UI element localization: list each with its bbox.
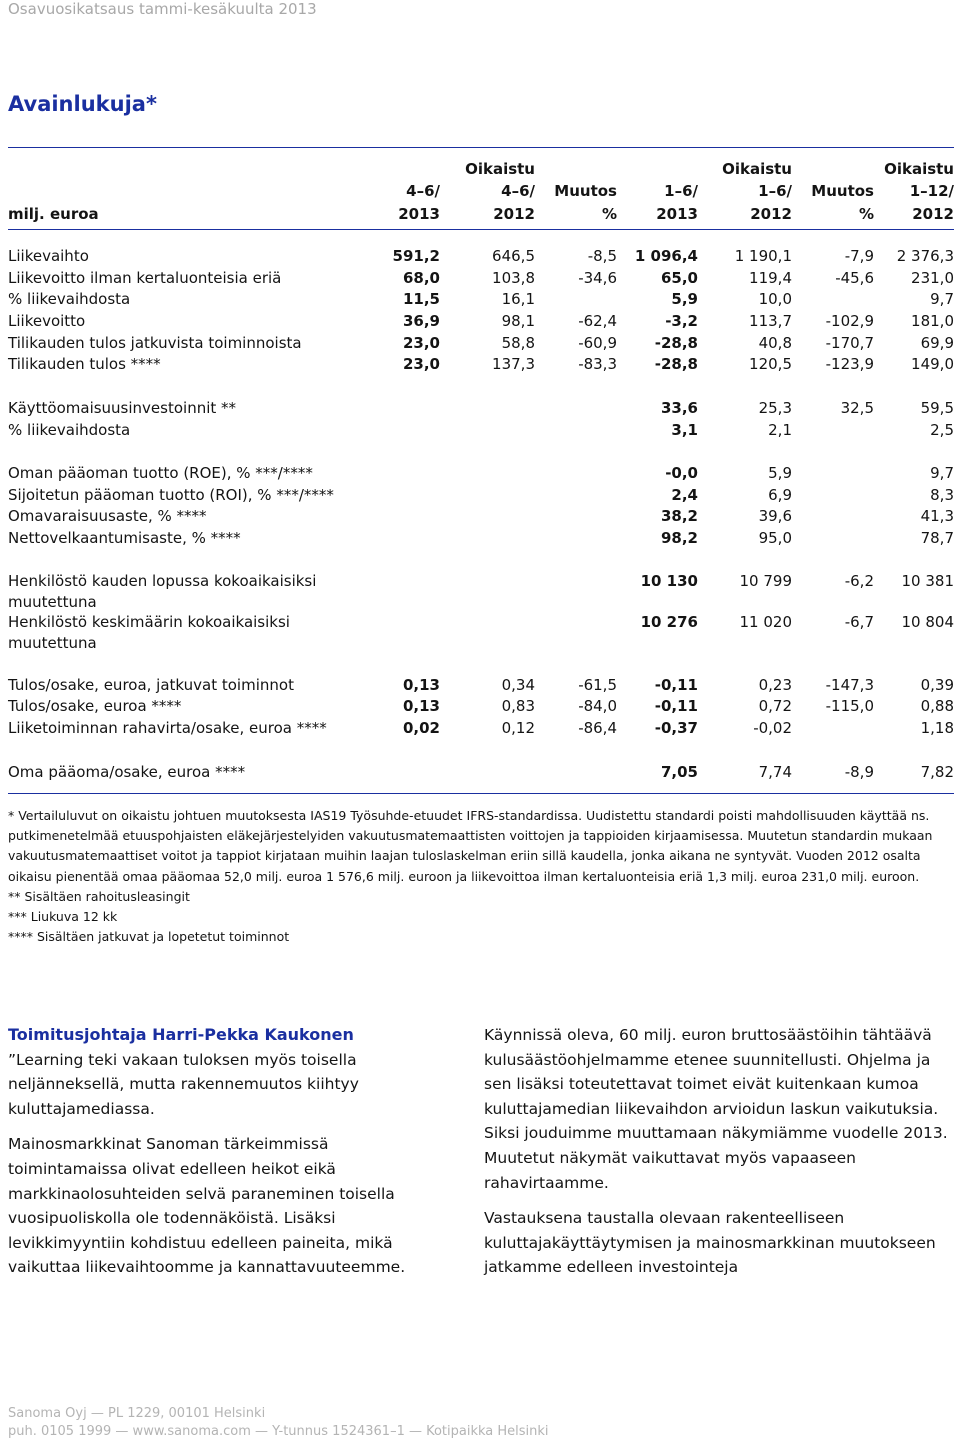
table-cell: 0,34 [501,676,535,694]
row-label: Omavaraisuusaste, % **** [8,507,207,525]
table-cell: -61,5 [578,676,617,694]
table-row [0,762,960,783]
table-cell: 5,9 [768,464,792,482]
row-label: Henkilöstö keskimäärin kokoaikaisiksi muutettuna [8,613,290,652]
table-cell: 7,74 [758,763,792,781]
table-cell: 0,23 [758,676,792,694]
row-label: Liiketoiminnan rahavirta/osake, euroa **** [8,719,327,737]
table-cell: 95,0 [758,529,792,547]
column-header-2-line-3: 2012 [493,205,535,223]
table-cell: 3,1 [671,421,698,439]
table-cell: 2,1 [768,421,792,439]
table-cell: 591,2 [392,247,440,265]
table-cell: 0,13 [402,697,440,715]
row-label: Käyttöomaisuusinvestoinnit ** [8,399,237,417]
table-cell: -3,2 [665,312,698,330]
table-cell: -147,3 [825,676,874,694]
table-cell: -0,02 [753,719,792,737]
footnote: **** Sisältäen jatkuvat ja lopetetut toiminnot [8,929,290,945]
row-label: Sijoitetun pääoman tuotto (ROI), % ***/**** [8,486,334,504]
column-header-4-line-2: 1–6/ [664,182,698,200]
table-cell: 120,5 [749,355,792,373]
table-row [0,528,960,549]
row-label: % liikevaihdosta [8,290,131,308]
row-label: % liikevaihdosta [8,421,131,439]
table-cell: -8,9 [844,763,874,781]
table-cell: 646,5 [492,247,535,265]
table-cell: -34,6 [578,269,617,287]
column-header-1-line-3: 2013 [398,205,440,223]
table-cell: -28,8 [654,334,698,352]
table-cell: 16,1 [501,290,535,308]
table-row [0,354,960,375]
table-cell: 7,82 [920,763,954,781]
column-header-6-line-3: % [858,205,874,223]
row-label: Tulos/osake, euroa **** [8,697,182,715]
table-cell: -123,9 [825,355,874,373]
table-cell: -84,0 [578,697,617,715]
ceo-paragraph-right-1: Käynnissä oleva, 60 milj. euron bruttosäästöihin tähtäävä kulusäästöohjelmamme etenee suunnitellusti. Ohjelma ja sen lisäksi toteutettavat toimet eivät kuitenkaan kumoa kuluttajamedian liikevaihdon arvioidun laskun vaikutuksia. Siksi jouduimme muuttamaan näkymiämme vuodelle 2013. Muutetut näkymät vaikuttavat myös vapaaseen rahavirtaamme. [484,1026,948,1192]
table-cell: 10 804 [901,613,954,631]
ceo-quote: ”Learning teki vakaan tuloksen myös toisella neljänneksellä, mutta rakennemuutos kiihtyy kuluttajamediassa. [8,1050,359,1118]
table-cell: -45,6 [835,269,874,287]
table-row [0,571,960,611]
table-row [0,268,960,289]
table-row [0,612,960,652]
table-cell: 25,3 [758,399,792,417]
ceo-left-column [8,1023,438,1291]
table-cell: 0,02 [402,719,440,737]
table-cell: -0,0 [665,464,698,482]
table-cell: -102,9 [825,312,874,330]
table-row [0,246,960,267]
table-cell: 2,4 [671,486,698,504]
table-top-rule [8,147,954,148]
table-row [0,463,960,484]
table-cell: -6,7 [844,613,874,631]
table-cell: 0,83 [501,697,535,715]
row-label: Henkilöstö kauden lopussa kokoaikaisiksi muutettuna [8,572,317,611]
row-label: Oman pääoman tuotto (ROE), % ***/**** [8,464,313,482]
column-header-3-line-2: Muutos [554,182,617,200]
table-cell: 68,0 [402,269,440,287]
table-cell: -28,8 [654,355,698,373]
row-label: Tilikauden tulos **** [8,355,161,373]
table-cell: -115,0 [825,697,874,715]
table-cell: 33,6 [660,399,698,417]
table-row [0,718,960,739]
table-cell: -86,4 [578,719,617,737]
table-cell: 119,4 [749,269,792,287]
table-cell: 78,7 [920,529,954,547]
table-cell: 65,0 [660,269,698,287]
table-row [0,398,960,419]
table-cell: 5,9 [671,290,698,308]
ceo-right-column [484,1023,954,1291]
row-label: Liikevaihto [8,247,89,265]
page-footer [8,1405,549,1441]
table-cell: 8,3 [930,486,954,504]
table-cell: 1 190,1 [734,247,792,265]
footnote: ** Sisältäen rahoitusleasingit [8,888,190,904]
table-row [0,485,960,506]
ceo-paragraph-left: Mainosmarkkinat Sanoman tärkeimmissä toimintamaissa olivat edelleen heikot eikä markkinaolosuhteiden selvä paraneminen toisella vuosipuoliskolla ole todennäköistä. Lisäksi levikkimyyntiin kohdistuu edelleen paineita, mikä vaikuttaa liikevaihtoomme ja kannattavuuteemme. [8,1135,406,1277]
table-cell: -0,11 [654,676,698,694]
table-cell: 38,2 [660,507,698,525]
table-cell: 113,7 [749,312,792,330]
table-cell: 11,5 [402,290,440,308]
row-label: Liikevoitto ilman kertaluonteisia eriä [8,269,282,287]
row-label: Nettovelkaantumisaste, % **** [8,529,241,547]
table-cell: 1,18 [920,719,954,737]
table-cell: 2,5 [930,421,954,439]
column-header-4-line-3: 2013 [656,205,698,223]
column-header-5-line-1: Oikaistu [722,160,792,178]
column-header-2-line-1: Oikaistu [465,160,535,178]
table-row [0,289,960,310]
column-header-7-line-1: Oikaistu [884,160,954,178]
row-label: Liikevoitto [8,312,86,330]
table-cell: 11 020 [739,613,792,631]
footer-address: Sanoma Oyj — PL 1229, 00101 Helsinki [8,1406,266,1421]
table-row [0,420,960,441]
table-cell: 0,13 [402,676,440,694]
ceo-heading: Toimitusjohtaja Harri-Pekka Kaukonen [8,1025,354,1044]
table-cell: 10 381 [901,572,954,590]
table-cell: -7,9 [844,247,874,265]
column-header-6-line-2: Muutos [811,182,874,200]
table-cell: 181,0 [911,312,954,330]
table-cell: 98,1 [501,312,535,330]
column-header-1-line-2: 4–6/ [406,182,440,200]
table-cell: 1 096,4 [634,247,698,265]
table-row [0,333,960,354]
table-cell: 0,88 [920,697,954,715]
table-cell: -60,9 [578,334,617,352]
table-cell: 9,7 [930,464,954,482]
table-cell: 9,7 [930,290,954,308]
column-header-7-line-2: 1–12/ [909,182,954,200]
table-row [0,675,960,696]
table-header-rule [8,229,954,230]
table-cell: 10 276 [640,613,698,631]
table-cell: 23,0 [402,355,440,373]
table-cell: 149,0 [911,355,954,373]
column-header-5-line-2: 1–6/ [758,182,792,200]
row-label: Tilikauden tulos jatkuvista toiminnoista [8,334,302,352]
table-cell: 39,6 [758,507,792,525]
table-cell: 0,39 [920,676,954,694]
table-cell: 58,8 [501,334,535,352]
table-cell: 103,8 [492,269,535,287]
table-cell: 137,3 [492,355,535,373]
table-cell: -170,7 [825,334,874,352]
table-cell: 98,2 [660,529,698,547]
table-cell: 40,8 [758,334,792,352]
table-cell: 0,12 [501,719,535,737]
table-cell: -0,11 [654,697,698,715]
running-head: Osavuosikatsaus tammi-kesäkuulta 2013 [8,0,317,18]
table-cell: 231,0 [911,269,954,287]
row-label: Tulos/osake, euroa, jatkuvat toiminnot [8,676,294,694]
footer-contact: puh. 0105 1999 — www.sanoma.com — Y-tunnus 1524361–1 — Kotipaikka Helsinki [8,1424,549,1439]
table-cell: 23,0 [402,334,440,352]
table-cell: 2 376,3 [896,247,954,265]
table-cell: 10 799 [739,572,792,590]
table-cell: 0,72 [758,697,792,715]
column-header-2-line-2: 4–6/ [501,182,535,200]
page-title: Avainlukuja* [8,92,157,116]
table-cell: 32,5 [840,399,874,417]
footnotes [8,806,948,947]
column-header-5-line-3: 2012 [750,205,792,223]
table-cell: 10,0 [758,290,792,308]
footnote: * Vertailuluvut on oikaistu johtuen muutoksesta IAS19 Työsuhde-etuudet IFRS-standardissa. Uudistettu standardi poisti mahdollisuuden käyttää ns. putkimenetelmää etuuspohjaisten eläkejärjestelyiden vakuutusmatemaattisten voittojen ja tappioiden kirjaamisessa. Muutetun standardin mukaan vakuutusmatemaattiset voitot ja tappiot kirjataan muihin laajan tuloslaskelman eriin sillä kaudella, jonka aikana ne syntyvät. Vuoden 2012 osalta oikaisu pienentää omaa pääomaa 52,0 milj. euroa 1 576,6 milj. euroon ja liikevoittoa ilman kertaluonteisia eriä 1,3 milj. euroa 231,0 milj. euroon. [8,808,933,884]
table-row [0,506,960,527]
table-cell: 7,05 [660,763,698,781]
footnote: *** Liukuva 12 kk [8,909,118,925]
table-cell: -62,4 [578,312,617,330]
ceo-paragraph-right-2: Vastauksena taustalla olevaan rakenteelliseen kuluttajakäyttäytymisen ja mainosmarkkinan muutokseen jatkamme edelleen investointeja [484,1209,936,1277]
table-row [0,696,960,717]
table-row [0,311,960,332]
row-label: Oma pääoma/osake, euroa **** [8,763,246,781]
table-cell: 59,5 [920,399,954,417]
unit-label: milj. euroa [8,205,99,223]
column-header-3-line-3: % [601,205,617,223]
table-cell: 36,9 [402,312,440,330]
table-cell: -8,5 [587,247,617,265]
table-cell: -0,37 [654,719,698,737]
column-header-7-line-3: 2012 [912,205,954,223]
table-cell: -6,2 [844,572,874,590]
table-cell: -83,3 [578,355,617,373]
table-cell: 10 130 [640,572,698,590]
table-cell: 41,3 [920,507,954,525]
table-bottom-rule [8,793,954,794]
table-cell: 69,9 [920,334,954,352]
table-cell: 6,9 [768,486,792,504]
